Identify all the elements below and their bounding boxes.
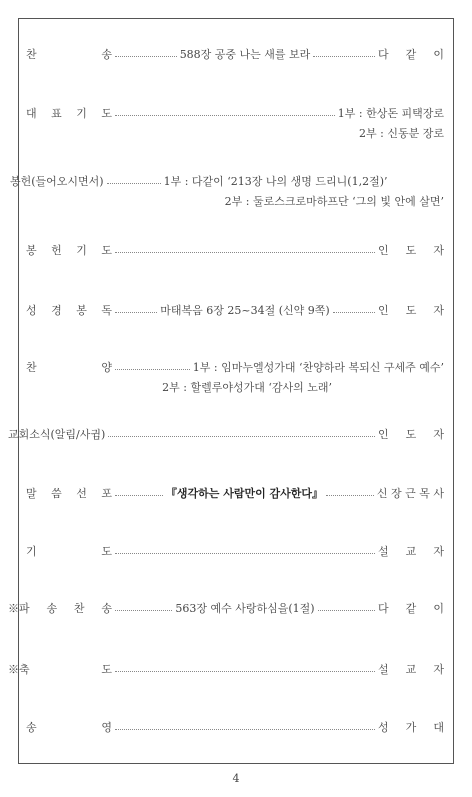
dot-leader	[115, 115, 335, 116]
order-item-choir-anthem	[26, 357, 444, 394]
item-label: 대 표 기 도	[26, 107, 112, 120]
dot-leader	[115, 610, 172, 611]
order-item-hymn	[26, 44, 444, 64]
item-line-1: 1부 : 한상돈 피택장로	[337, 107, 444, 120]
order-item-scripture-reading	[26, 300, 444, 320]
item-label: 봉헌(들어오시면서)	[10, 175, 104, 188]
item-line-1: 1부 : 임마누엘성가대 ‘찬양하라 복되신 구세주 예수’	[192, 361, 444, 374]
item-label: 찬 양	[26, 361, 112, 374]
item-performer: 설 교 자	[378, 545, 444, 558]
order-item-sermon	[26, 483, 444, 503]
item-line-2: 2부 : 할렐루야성가대 ‘감사의 노래’	[162, 381, 332, 394]
dot-leader	[115, 312, 157, 313]
item-label: ※파 송 찬 송	[8, 602, 112, 615]
order-item-representative-prayer	[26, 103, 444, 140]
dot-leader	[115, 553, 375, 554]
item-label: 말 씀 선 포	[26, 487, 112, 500]
dot-leader	[115, 56, 177, 57]
item-content: 마태복음 6장 25~34절 (신약 9쪽)	[160, 304, 330, 317]
item-line-2: 2부 : 신동분 장로	[359, 127, 444, 140]
order-item-sending-hymn	[8, 598, 444, 618]
dot-leader	[326, 495, 374, 496]
order-item-benediction	[8, 659, 444, 679]
item-label: 봉 헌 기 도	[26, 244, 112, 257]
item-performer: 인 도 자	[378, 428, 444, 441]
item-performer: 인 도 자	[378, 244, 444, 257]
dot-leader	[108, 436, 375, 437]
item-label: ※축 도	[8, 663, 112, 676]
item-label: 송 영	[26, 721, 112, 734]
item-label: 기 도	[26, 545, 112, 558]
item-performer: 다 같 이	[378, 602, 444, 615]
dot-leader	[115, 671, 375, 672]
item-performer: 인 도 자	[378, 304, 444, 317]
page-number: 4	[232, 772, 240, 785]
item-performer: 설 교 자	[378, 663, 444, 676]
dot-leader	[318, 610, 375, 611]
item-line-2: 2부 : 둘로스크로마하프단 ‘그의 빛 안에 살면’	[224, 195, 444, 208]
preacher-name: 신 장 근 목 사	[376, 487, 444, 500]
dot-leader	[333, 312, 375, 313]
item-line-1: 1부 : 다같이 ‘213장 나의 생명 드리니(1,2절)’	[163, 175, 388, 188]
item-label: 찬 송	[26, 48, 112, 61]
dot-leader	[115, 495, 163, 496]
item-label: 교회소식(알림/사귐)	[8, 428, 106, 441]
dot-leader	[115, 252, 375, 253]
sermon-title: 『생각하는 사람만이 감사한다』	[165, 487, 324, 500]
order-item-doxology	[26, 717, 444, 737]
item-content: 563장 예수 사랑하심을(1절)	[175, 602, 315, 615]
dot-leader	[107, 183, 161, 184]
order-item-prayer	[26, 541, 444, 561]
item-performer: 다 같 이	[378, 48, 444, 61]
item-performer: 성 가 대	[378, 721, 444, 734]
item-content: 588장 공중 나는 새를 보라	[179, 48, 311, 61]
order-item-offering-prayer	[26, 240, 444, 260]
order-item-church-news	[8, 424, 444, 444]
dot-leader	[115, 369, 190, 370]
order-item-offering	[10, 171, 444, 208]
dot-leader	[313, 56, 375, 57]
item-label: 성 경 봉 독	[26, 304, 112, 317]
dot-leader	[115, 729, 375, 730]
